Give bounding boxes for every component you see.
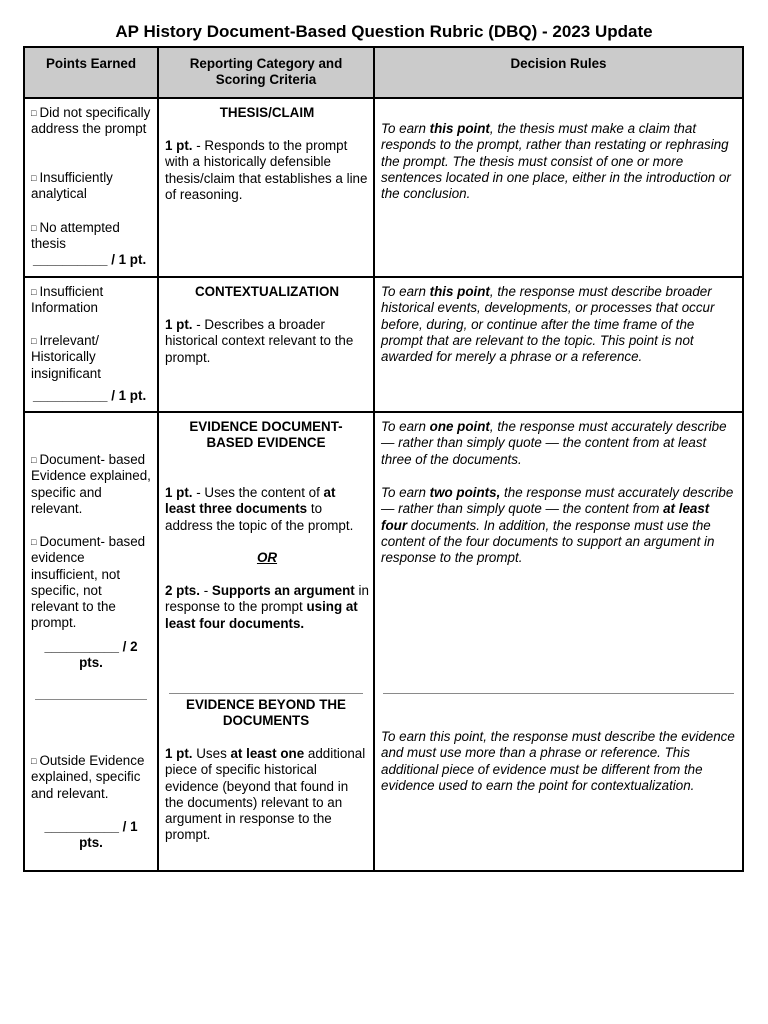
thesis-decision-cell: [374, 98, 743, 277]
evidence-decision-cell: [374, 412, 743, 871]
thesis-row: [24, 98, 743, 277]
thesis-points-cell: [24, 98, 158, 277]
decision-rule: To earn one point, the response must accurately describe — rather than simply quote — the content from at least three of the documents.: [381, 419, 727, 467]
criteria-text: 1 pt. - Describes a broader historical context relevant to the prompt.: [165, 317, 354, 365]
section-divider: [169, 693, 363, 694]
checklist-item: □ Insufficient Information: [31, 284, 104, 316]
evidence-criteria-cell: [158, 412, 374, 871]
evidence-row: [24, 412, 743, 871]
context-row: [24, 277, 743, 412]
checklist-item: □ Document- based evidence insufficient, not specific, not relevant to the prompt.: [31, 534, 146, 631]
header-decision: Decision Rules: [374, 47, 743, 98]
square-checkbox-icon: □: [31, 537, 37, 547]
header-points: Points Earned: [24, 47, 158, 98]
checklist-item: □ Did not specifically address the prompt: [31, 105, 151, 137]
criteria-text: 1 pt. - Uses the content of at least three documents to address the topic of the prompt.: [165, 485, 354, 533]
checklist-item: □ No attempted thesis: [31, 220, 120, 252]
decision-rule: To earn this point, the response must describe the evidence and must use more than a phrase or reference. This additional piece of evidence must be different from the evidence used to earn the point for contextualization.: [381, 729, 735, 793]
section-divider: [383, 693, 734, 694]
score-line: __________ / 1 pts.: [44, 819, 138, 851]
square-checkbox-icon: □: [31, 336, 37, 346]
square-checkbox-icon: □: [31, 455, 37, 465]
decision-rule: To earn two points, the response must accurately describe — rather than simply quote — the content from at least four documents. In addition, the response must use the content of the four documents to support an argument in response to the prompt.: [381, 485, 734, 566]
criteria-text: 1 pt. Uses at least one additional piece of specific historical evidence (beyond that found in the documents) relevant to an argument in response to the prompt.: [165, 746, 366, 843]
score-line: __________ / 2 pts.: [44, 639, 138, 671]
header-row: [24, 47, 743, 98]
header-criteria: Reporting Category and Scoring Criteria: [158, 47, 374, 98]
square-checkbox-icon: □: [31, 756, 37, 766]
context-decision-cell: [374, 277, 743, 412]
page-title: AP History Document-Based Question Rubric (DBQ) - 2023 Update: [115, 22, 653, 41]
rubric-table: [23, 46, 744, 872]
checklist-item: □ Document- based Evidence explained, specific and relevant.: [31, 452, 151, 516]
square-checkbox-icon: □: [31, 108, 37, 118]
criteria-heading: EVIDENCE BEYOND THE DOCUMENTS: [186, 697, 346, 729]
square-checkbox-icon: □: [31, 223, 37, 233]
context-points-cell: [24, 277, 158, 412]
evidence-points-cell: [24, 412, 158, 871]
square-checkbox-icon: □: [31, 173, 37, 183]
context-criteria-cell: [158, 277, 374, 412]
score-line: __________ / 1 pt.: [33, 252, 147, 267]
thesis-criteria-cell: [158, 98, 374, 277]
or-label: OR: [256, 550, 278, 565]
criteria-heading: CONTEXTUALIZATION: [194, 284, 340, 299]
section-divider: [35, 699, 147, 700]
checklist-item: □ Outside Evidence explained, specific and relevant.: [31, 753, 145, 801]
score-line: __________ / 1 pt.: [33, 388, 147, 403]
criteria-text: 2 pts. - Supports an argument in response to the prompt using at least four documents.: [165, 583, 369, 631]
decision-rule: To earn this point, the response must describe broader historical events, developments, or processes that occur before, during, or continue after the time frame of the prompt that are relevant to the topic. This point is not awarded for merely a phrase or a reference.: [381, 284, 715, 365]
checklist-item: □ Insufficiently analytical: [31, 170, 113, 202]
decision-rule: To earn this point, the thesis must make a claim that responds to the prompt, rather than restating or rephrasing the prompt. The thesis must consist of one or more sentences located in one place, either in the introduction or the conclusion.: [381, 121, 731, 202]
criteria-text: 1 pt. - Responds to the prompt with a historically defensible thesis/claim that establishes a line of reasoning.: [165, 138, 368, 202]
criteria-heading: EVIDENCE DOCUMENT-BASED EVIDENCE: [189, 419, 343, 451]
criteria-heading: THESIS/CLAIM: [219, 105, 315, 120]
checklist-item: □ Irrelevant/ Historically insignificant: [31, 333, 101, 381]
square-checkbox-icon: □: [31, 287, 37, 297]
